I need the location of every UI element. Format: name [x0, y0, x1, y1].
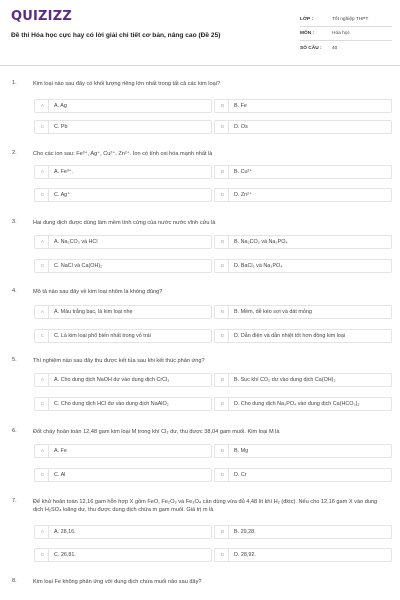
document-title: Đề thi Hóa học cực hay có lời giải chi tiết cơ bản, nâng cao (Đề 25): [11, 32, 221, 39]
meta-value: Tốt nghiệp THPT: [332, 17, 369, 22]
answer-option-b[interactable]: [214, 165, 392, 179]
option-letter-badge: A: [37, 526, 49, 538]
question-text: Để khử hoàn toàn 12,16 gam hỗn hợp X gồm FeO, Fe₂O₃ và Fe₃O₄ cần dùng vừa đủ 4,48 lít khí H₂ (đktc). Nếu cho 12,16 gam X vào dung dịch H₂SO₄ loãng dư, thu được dung dịch chứa m gam muối. Giá trị m là: [33, 499, 378, 513]
option-text: D. Cr: [234, 472, 247, 478]
option-letter-badge: C: [37, 260, 49, 272]
option-letter-badge: B: [217, 100, 229, 112]
question-number: 1.: [12, 80, 17, 86]
option-letter-badge: B: [217, 236, 229, 248]
answer-option-c[interactable]: [34, 259, 212, 273]
answer-option-c[interactable]: [34, 188, 212, 202]
option-letter-badge: A: [37, 100, 49, 112]
option-text: A. Na₂CO₃ và HCl: [54, 239, 98, 245]
meta-value: 40: [332, 45, 338, 51]
option-letter-badge: A: [37, 306, 49, 318]
option-text: B. Mg: [234, 448, 249, 454]
option-letter-badge: D: [217, 260, 229, 272]
question-number: 5.: [12, 357, 17, 363]
meta-label: SỐ CÂU :: [300, 45, 322, 51]
answer-option-c[interactable]: [34, 397, 212, 411]
option-text: D. 28,92.: [234, 552, 256, 558]
meta-value: Hóa học: [332, 31, 350, 36]
meta-label: MÔN :: [300, 31, 315, 36]
option-letter-badge: A: [37, 236, 49, 248]
question-text: Kim loại Fe không phản ứng với dung dịch chứa muối nào sau đây?: [33, 579, 202, 585]
question-text: Kim loại nào sau đây có khối lượng riêng lớn nhất trong tất cả các kim loại?: [33, 81, 221, 87]
answer-option-d[interactable]: [214, 120, 392, 134]
question-number: 8.: [12, 578, 17, 584]
option-text: A. Màu trắng bạc, là kim loại nhẹ: [54, 309, 133, 315]
answer-option-c[interactable]: [34, 468, 212, 482]
option-text: A. Fe: [54, 448, 67, 454]
option-text: C. Al: [54, 472, 66, 478]
option-letter-badge: D: [217, 469, 229, 481]
question-text: Đốt cháy hoàn toàn 12,48 gam kim loại M trong khí Cl₂ dư, thu được 38,04 gam muối. Kim loại M là: [33, 429, 280, 435]
answer-option-d[interactable]: [214, 188, 392, 202]
option-text: B. Fe: [234, 103, 247, 109]
answer-option-b[interactable]: [214, 305, 392, 319]
answer-option-c[interactable]: [34, 329, 212, 343]
option-text: B. Mềm, dễ kéo sợi và dát mỏng: [234, 309, 312, 315]
answer-option-a[interactable]: [34, 525, 212, 539]
answer-option-d[interactable]: [214, 329, 392, 343]
answer-option-b[interactable]: [214, 373, 392, 387]
option-text: C. Ag⁺: [54, 192, 71, 198]
option-letter-badge: C: [37, 330, 49, 342]
answer-option-a[interactable]: [34, 373, 212, 387]
option-letter-badge: D: [217, 549, 229, 561]
option-letter-badge: B: [217, 166, 229, 178]
answer-option-b[interactable]: [214, 444, 392, 458]
option-text: B. Sục khí CO₂ dư vào dung dịch Ca(OH)₂: [234, 377, 336, 383]
option-text: A. 28,16.: [54, 529, 76, 535]
question-number: 3.: [12, 219, 17, 225]
meta-table: [300, 13, 392, 55]
answer-option-a[interactable]: [34, 235, 212, 249]
option-letter-badge: B: [217, 445, 229, 457]
option-letter-badge: D: [217, 330, 229, 342]
option-text: B. Cu²⁺: [234, 169, 253, 175]
answer-option-b[interactable]: [214, 99, 392, 113]
option-text: A. Fe³⁺.: [54, 169, 74, 175]
answer-option-c[interactable]: [34, 120, 212, 134]
option-text: C. NaCl và Ca(OH)₂: [54, 263, 103, 269]
answer-option-a[interactable]: [34, 444, 212, 458]
option-letter-badge: C: [37, 549, 49, 561]
option-letter-badge: C: [37, 121, 49, 133]
meta-label: LỚP :: [300, 17, 314, 22]
option-letter-badge: C: [37, 189, 49, 201]
answer-option-b[interactable]: [214, 525, 392, 539]
option-text: D. Dẫn điện và dẫn nhiệt tốt hơn đồng kim loại: [234, 333, 346, 339]
option-letter-badge: A: [37, 166, 49, 178]
answer-option-d[interactable]: [214, 397, 392, 411]
option-text: C. Là kim loại phổ biến nhất trong vỏ trái: [54, 333, 151, 339]
option-letter-badge: B: [217, 526, 229, 538]
meta-row-class: [300, 13, 392, 27]
answer-option-c[interactable]: [34, 548, 212, 562]
option-text: B. Na₂CO₃ và Na₃PO₄: [234, 239, 288, 245]
answer-option-b[interactable]: [214, 235, 392, 249]
question-number: 4.: [12, 288, 17, 294]
answer-option-d[interactable]: [214, 548, 392, 562]
question-text: Mô tả nào sau đây về kim loại nhôm là không đúng?: [33, 289, 163, 295]
question-text: Hai dung dịch được dùng làm mềm tính cứng của nước nước vĩnh cửu là: [33, 220, 216, 226]
option-text: D. BaCl₂ và Na₃PO₄: [234, 263, 283, 269]
option-letter-badge: B: [217, 374, 229, 386]
option-letter-badge: C: [37, 469, 49, 481]
option-text: A. Cho dung dịch NaOH dư vào dung dịch CrCl₃: [54, 377, 170, 383]
question-number: 7.: [12, 498, 17, 504]
option-text: C. Pb: [54, 124, 68, 130]
document-header: [0, 0, 400, 66]
question-text: Cho các ion sau: Fe³⁺, Ag⁺, Cu²⁺, Zn²⁺. Ion có tính oxi hóa mạnh nhất là: [33, 151, 213, 157]
answer-option-a[interactable]: [34, 305, 212, 319]
option-text: A. Ag: [54, 103, 67, 109]
option-letter-badge: D: [217, 189, 229, 201]
question-number: 6.: [12, 428, 17, 434]
option-letter-badge: D: [217, 398, 229, 410]
meta-row-subject: [300, 27, 392, 41]
option-letter-badge: C: [37, 398, 49, 410]
option-letter-badge: A: [37, 445, 49, 457]
question-text: Thí nghiệm nào sau đây thu được kết tủa sau khi kết thúc phản ứng?: [33, 358, 205, 364]
option-text: B. 29,28.: [234, 529, 256, 535]
answer-option-d[interactable]: [214, 468, 392, 482]
option-letter-badge: A: [37, 374, 49, 386]
option-text: C. 26,81.: [54, 552, 76, 558]
option-text: D. Zn²⁺: [234, 192, 252, 198]
answer-option-a[interactable]: [34, 165, 212, 179]
option-text: D. Cho dung dịch Na₃PO₄ vào dung dịch Ca(HCO₃)₂: [234, 401, 360, 407]
quizizz-logo: QUIZIZZ: [11, 9, 72, 24]
question-number: 2.: [12, 150, 17, 156]
option-letter-badge: B: [217, 306, 229, 318]
meta-row-count: [300, 41, 392, 55]
answer-option-d[interactable]: [214, 259, 392, 273]
answer-option-a[interactable]: [34, 99, 212, 113]
option-text: C. Cho dung dịch HCl dư vào dung dịch NaAlO₂: [54, 401, 169, 407]
option-text: D. Os: [234, 124, 248, 130]
option-letter-badge: D: [217, 121, 229, 133]
